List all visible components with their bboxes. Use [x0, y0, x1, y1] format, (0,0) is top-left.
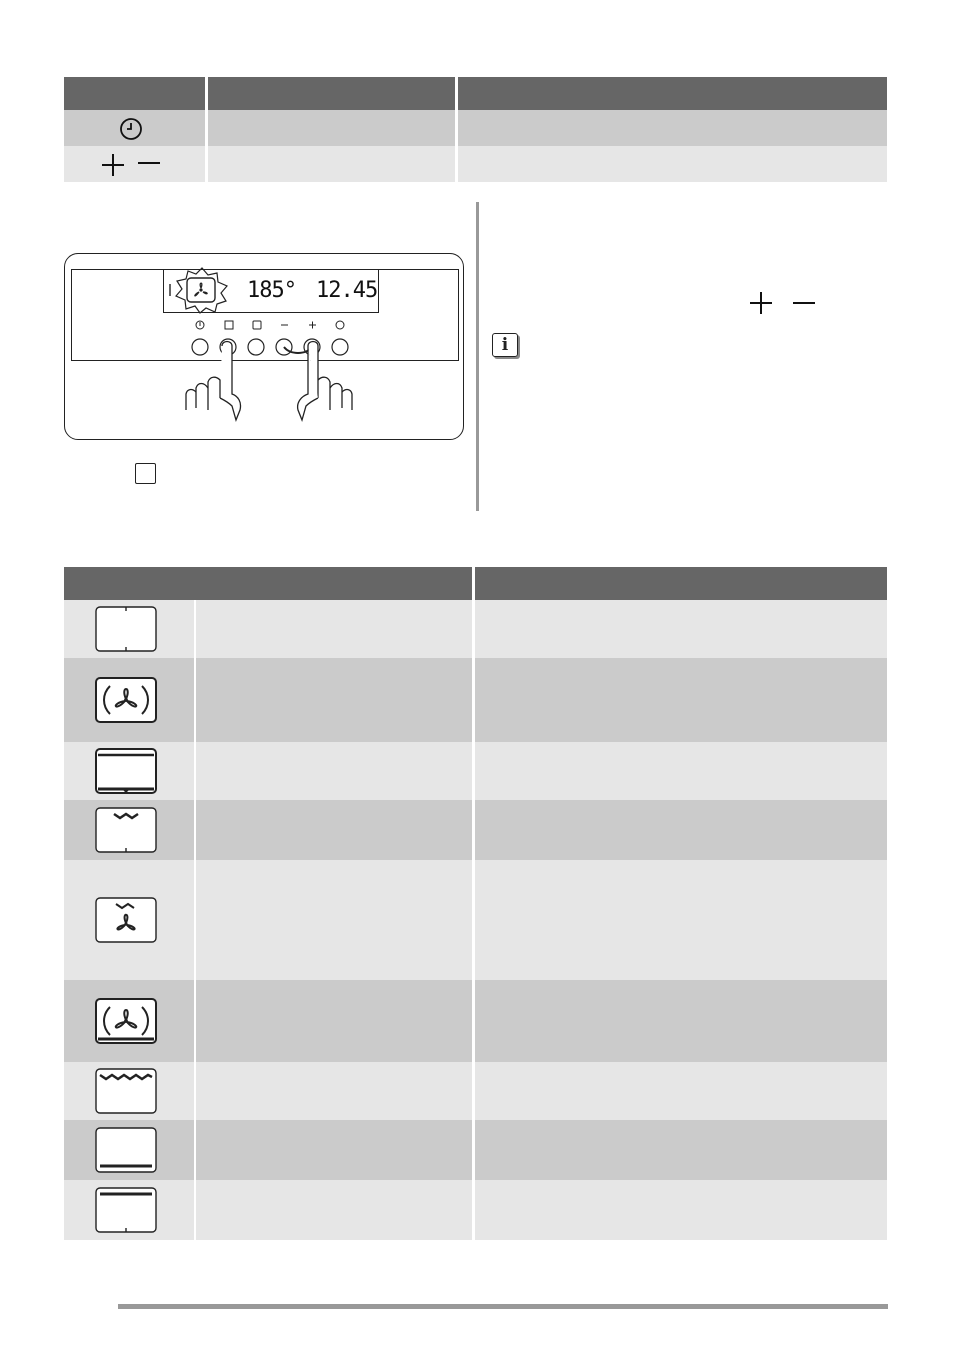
info-icon: i — [492, 333, 518, 357]
function-name-cell — [196, 1062, 472, 1120]
top-heat-icon — [94, 1186, 160, 1236]
minus-icon — [792, 291, 816, 315]
bottom-heat-only-icon — [94, 1126, 160, 1176]
function-description-cell — [475, 600, 887, 658]
function-name-cell — [196, 600, 472, 658]
oven-function-icon — [225, 321, 233, 329]
temperature-readout: 185° — [247, 278, 296, 303]
function-description-cell — [475, 980, 887, 1062]
function-description-cell — [475, 1180, 887, 1240]
function-name-cell — [196, 742, 472, 800]
small-grill-icon — [94, 806, 160, 856]
table-header — [64, 567, 887, 600]
panel-button-symbols — [190, 317, 350, 333]
function-name-cell — [196, 1120, 472, 1180]
clock-icon — [336, 321, 344, 329]
hands-illustration — [180, 336, 370, 424]
turbo-grill-icon — [94, 896, 160, 946]
table-header — [64, 77, 887, 110]
full-grill-icon — [94, 1067, 160, 1117]
function-description-cell — [475, 800, 887, 860]
function-description-cell — [475, 658, 887, 742]
time-readout: 12.45 — [316, 278, 378, 303]
column-divider — [476, 202, 479, 511]
plus-minus-icon — [100, 152, 162, 178]
function-description-cell — [475, 1062, 887, 1120]
function-name-cell — [196, 658, 472, 742]
function-description-cell — [475, 860, 887, 980]
function-name-cell — [196, 800, 472, 860]
fan-flash-icon — [167, 266, 237, 314]
clock-icon — [118, 116, 144, 142]
footer-rule — [118, 1304, 888, 1309]
light-icon — [94, 605, 160, 655]
bottom-heat-icon — [94, 747, 160, 797]
oven-function-square-icon — [135, 463, 156, 484]
function-name-cell — [196, 1180, 472, 1240]
true-fan-cooking-icon — [94, 676, 160, 726]
function-description-cell — [475, 1120, 887, 1180]
pizza-setting-icon — [94, 997, 160, 1047]
function-name-cell — [196, 980, 472, 1062]
plus-icon — [749, 291, 773, 315]
function-description-cell — [475, 742, 887, 800]
memory-icon — [253, 321, 261, 329]
plus-icon — [309, 322, 316, 329]
function-name-cell — [196, 860, 472, 980]
